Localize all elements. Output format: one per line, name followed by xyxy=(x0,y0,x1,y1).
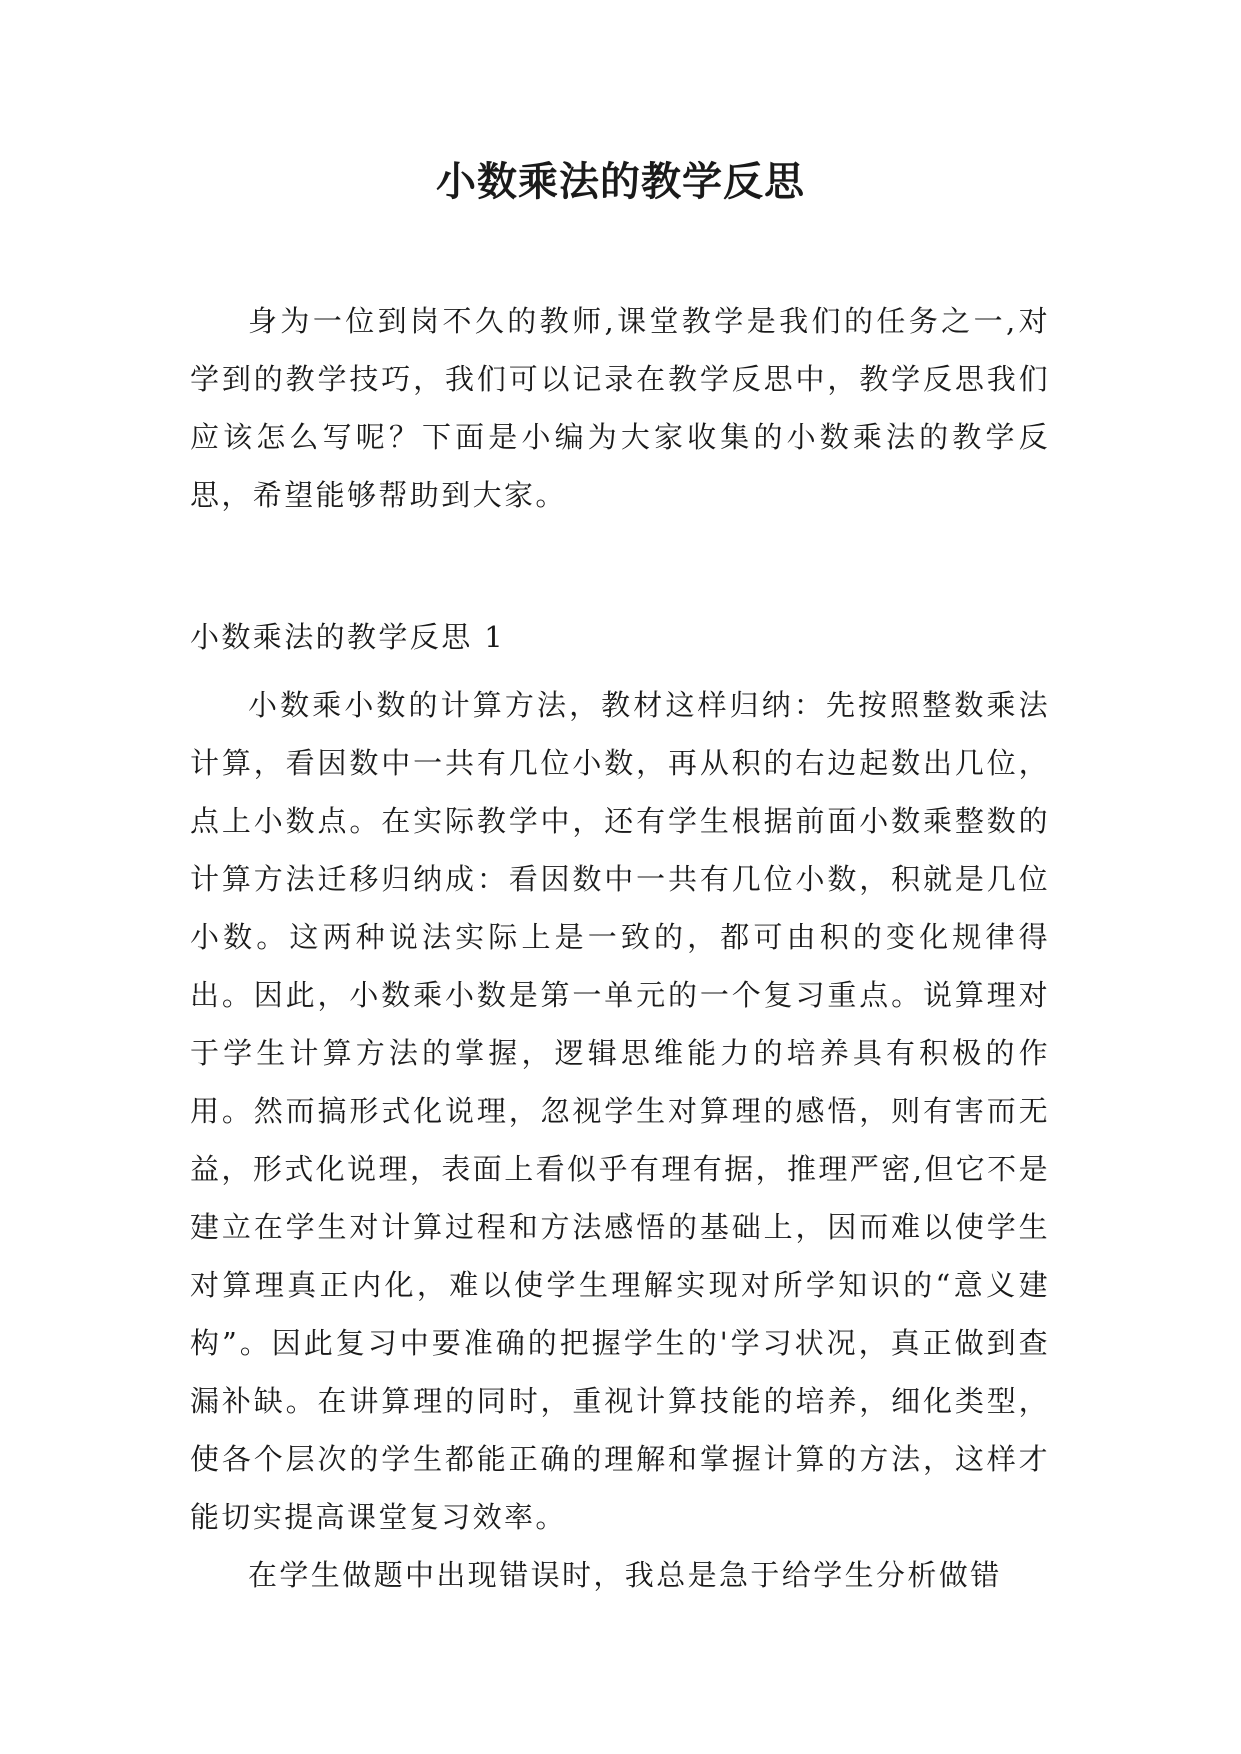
intro-paragraph: 身为一位到岗不久的教师,课堂教学是我们的任务之一,对学到的教学技巧，我们可以记录在教学反思中，教学反思我们应该怎么写呢？下面是小编为大家收集的小数乘法的教学反思，希望能够帮助到大家。 xyxy=(190,304,1050,512)
page-title: 小数乘法的教学反思 xyxy=(436,158,805,205)
body-paragraph: 小数乘小数的计算方法，教材这样归纳：先按照整数乘法计算，看因数中一共有几位小数，再从积的右边起数出几位，点上小数点。在实际教学中，还有学生根据前面小数乘整数的计算方法迁移归纳成：看因数中一共有几位小数，积就是几位小数。这两种说法实际上是一致的，都可由积的变化规律得出。因此，小数乘小数是第一单元的一个复习重点。说算理对于学生计算方法的掌握，逻辑思维能力的培养具有积极的作用。然而搞形式化说理，忽视学生对算理的感悟，则有害而无益，形式化说理，表面上看似乎有理有据，推理严密,但它不是建立在学生对计算过程和方法感悟的基础上，因而难以使学生对算理真正内化，难以使学生理解实现对所学知识的“意义建构”。因此复习中要准确的把握学生的'学习状况，真正做到查漏补缺。在讲算理的同时，重视计算技能的培养，细化类型，使各个层次的学生都能正确的理解和掌握计算的方法，这样才能切实提高课堂复习效率。 xyxy=(190,688,1050,1534)
document-body xyxy=(190,292,1050,1604)
section-heading: 小数乘法的教学反思 1 xyxy=(190,620,506,654)
body-paragraph: 在学生做题中出现错误时，我总是急于给学生分析做错 xyxy=(248,1558,1002,1592)
